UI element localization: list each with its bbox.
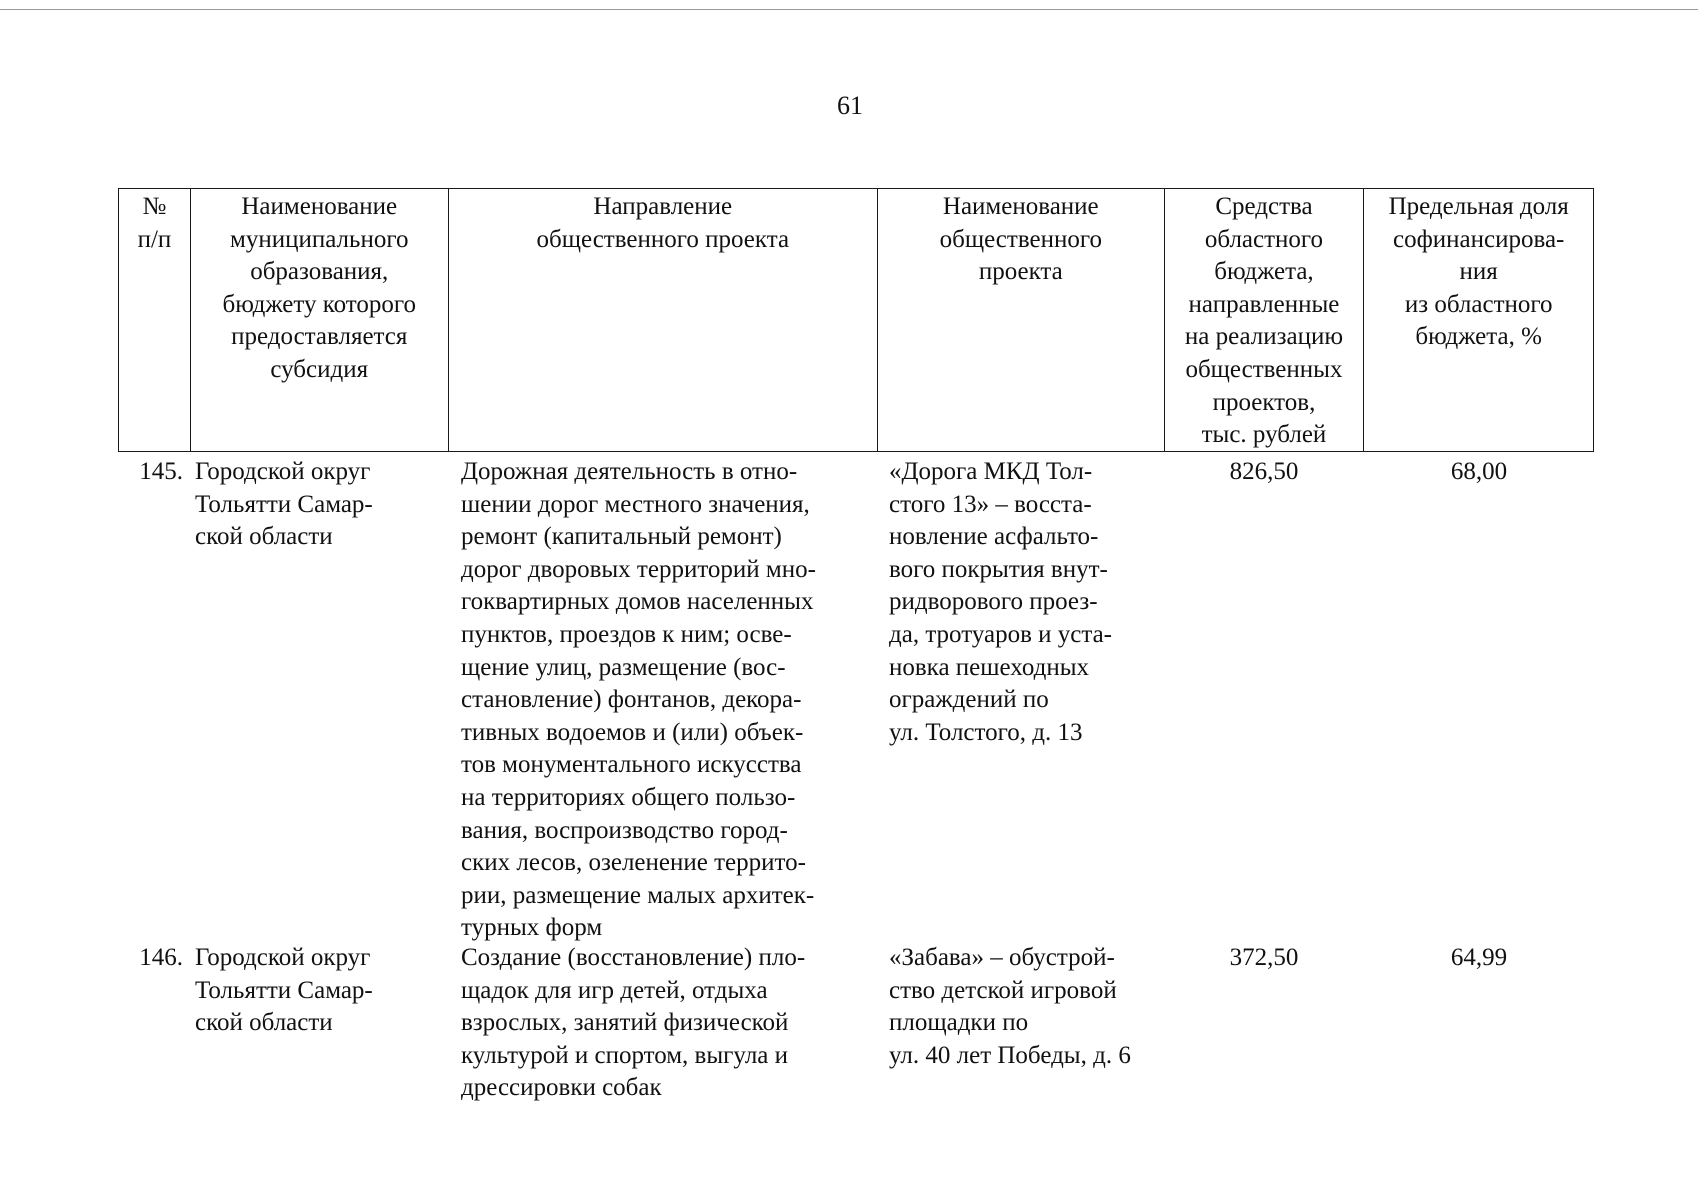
row-number: 145.: [139, 458, 183, 485]
row-funds: 372,50: [1229, 944, 1299, 971]
header-municipality: Наименование муниципального образования, бюджету которого предоставляется субсидия: [190, 189, 448, 451]
row-direction: Дорожная деятельность в отно- шении дорог местного значения, ремонт (капитальный ремонт) дорог дворовых территорий мно- гоквартирных домов населенных пунктов, проездов к ним; осве- щение улиц, размещение (вос- становление) фонтанов, декора- тивных водоемов и (или) объек- тов монументального искусства на территориях общего пользо- вания, воспроизводство город- ских лесов, озеленение террито- рии, размещение малых архитек- турных форм: [461, 458, 816, 942]
row-share: 64,99: [1450, 944, 1508, 971]
header-share: Предельная доля софинансирова- ния из областного бюджета, %: [1363, 189, 1593, 451]
page-number: 61: [837, 91, 863, 120]
header-direction: Направление общественного проекта: [448, 189, 877, 451]
table-row: [118, 456, 1594, 942]
scan-edge-line: [0, 9, 1698, 10]
table-row: [118, 942, 1594, 1122]
row-municipality: Городской округ Тольятти Самар- ской области: [195, 944, 373, 1037]
table-header-row: [118, 188, 1594, 452]
header-project: Наименование общественного проекта: [877, 189, 1164, 451]
header-funds: Средства областного бюджета, направленные на реализацию общественных проектов, тыс. рублей: [1164, 189, 1364, 451]
row-funds: 826,50: [1229, 458, 1299, 485]
header-number: № п/п: [137, 193, 172, 253]
row-project: «Забава» – обустрой- ство детской игровой площадки по ул. 40 лет Победы, д. 6: [889, 944, 1131, 1069]
subsidy-table: [118, 188, 1594, 1122]
row-municipality: Городской округ Тольятти Самар- ской области: [195, 458, 373, 551]
row-share: 68,00: [1450, 458, 1508, 485]
row-project: «Дорога МКД Тол- стого 13» – восста- новление асфальто- вого покрытия внут- ридворового проез- да, тротуаров и уста- новка пешеходных ограждений по ул. Толстого, д. 13: [889, 458, 1113, 746]
row-number: 146.: [139, 944, 183, 971]
row-direction: Создание (восстановление) пло- щадок для игр детей, отдыха взрослых, занятий физической культурой и спортом, выгула и дрессировки собак: [461, 944, 806, 1102]
